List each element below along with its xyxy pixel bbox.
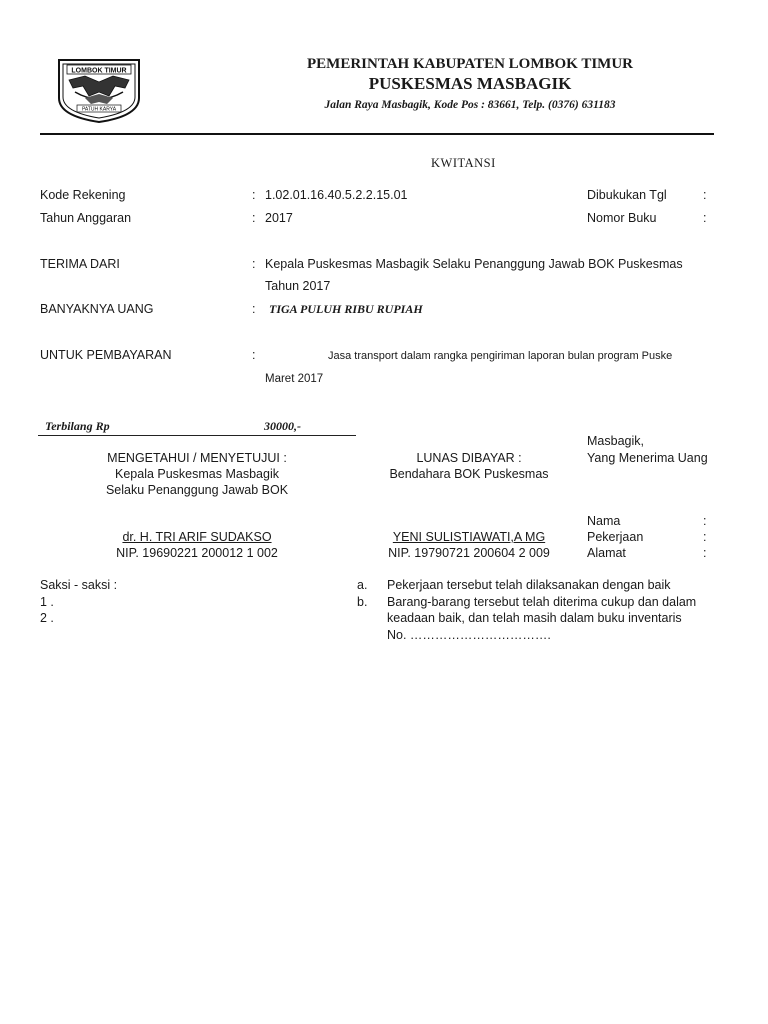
note-a-text: Pekerjaan tersebut telah dilaksanakan dengan baik [387, 578, 671, 592]
colon: : [703, 514, 707, 528]
kode-rekening-value: 1.02.01.16.40.5.2.2.15.01 [265, 188, 408, 202]
person-a-nip: NIP. 19690221 200012 1 002 [116, 546, 278, 560]
person-a-name: dr. H. TRI ARIF SUDAKSO [122, 530, 272, 544]
alamat-label: Alamat [587, 546, 626, 560]
lunas-dibayar-heading: LUNAS DIBAYAR : [416, 451, 522, 465]
tahun-anggaran-value: 2017 [265, 211, 293, 225]
nomor-buku-label: Nomor Buku [587, 211, 657, 225]
mengetahui-role-1: Kepala Puskesmas Masbagik [115, 467, 279, 481]
government-name: PEMERINTAH KABUPATEN LOMBOK TIMUR [307, 56, 633, 72]
untuk-pembayaran-month: Maret 2017 [265, 373, 324, 385]
tahun-anggaran-label: Tahun Anggaran [40, 211, 132, 225]
mengetahui-role-2: Selaku Penanggung Jawab BOK [105, 483, 289, 497]
institution-address: Jalan Raya Masbagik, Kode Pos : 83661, Telp. (0376) 631183 [324, 99, 616, 111]
colon: : [703, 188, 707, 202]
note-a-marker: a. [357, 578, 368, 592]
note-b-text-1: Barang-barang tersebut telah diterima cukup dan dalam [387, 595, 697, 609]
lunas-role: Bendahara BOK Puskesmas [389, 467, 549, 481]
terima-dari-label: TERIMA DARI [40, 257, 120, 271]
logo-text-bottom: PATUH KARYA [81, 106, 117, 113]
terima-dari-year: Tahun 2017 [265, 279, 331, 293]
colon: : [252, 257, 256, 271]
kode-rekening-label: Kode Rekening [40, 188, 126, 202]
note-b-text-2: keadaan baik, dan telah masih dalam buku inventaris [387, 611, 682, 625]
person-b-name: YENI SULISTIAWATI,A MG [392, 530, 546, 544]
colon: : [703, 211, 707, 225]
person-b-name-wrap [355, 530, 583, 545]
colon: : [252, 302, 256, 316]
logo-text-top: LOMBOK TIMUR [71, 67, 127, 75]
colon: : [252, 188, 256, 202]
saksi-label: Saksi - saksi : [40, 578, 118, 592]
mengetahui-heading: MENGETAHUI / MENYETUJUI : [107, 451, 287, 465]
place-label: Masbagik, [587, 434, 644, 448]
terima-dari-value: Kepala Puskesmas Masbagik Selaku Penanggung Jawab BOK Puskesmas [265, 257, 683, 271]
saksi-item-1: 1 . [40, 595, 54, 609]
terbilang-label: Terbilang Rp [45, 419, 110, 433]
colon: : [252, 211, 256, 225]
saksi-item-2: 2 . [40, 611, 54, 625]
untuk-pembayaran-value: Jasa transport dalam rangka pengiriman laporan bulan program Puske [328, 350, 673, 362]
pekerjaan-label: Pekerjaan [587, 530, 644, 544]
banyaknya-uang-value: TIGA PULUH RIBU RUPIAH [269, 302, 423, 316]
banyaknya-uang-label: BANYAKNYA UANG [40, 302, 154, 316]
note-b-marker: b. [357, 595, 368, 609]
person-a-name-wrap [62, 530, 332, 545]
note-b-text-3: No. ……………………………. [387, 628, 551, 642]
colon: : [252, 348, 256, 362]
person-b-nip: NIP. 19790721 200604 2 009 [388, 546, 550, 560]
untuk-pembayaran-label: UNTUK PEMBAYARAN [40, 348, 172, 362]
dibukukan-label: Dibukukan Tgl [587, 188, 667, 202]
header-divider [40, 133, 714, 135]
colon: : [703, 530, 707, 544]
colon: : [703, 546, 707, 560]
document-title: KWITANSI [431, 156, 496, 170]
institution-name: PUSKESMAS MASBAGIK [368, 74, 572, 93]
terbilang-underline [38, 435, 356, 436]
terbilang-value: 30000,- [264, 419, 301, 433]
nama-label: Nama [587, 514, 621, 528]
receiver-heading: Yang Menerima Uang [587, 451, 708, 465]
lombok-timur-emblem-logo [55, 58, 143, 124]
